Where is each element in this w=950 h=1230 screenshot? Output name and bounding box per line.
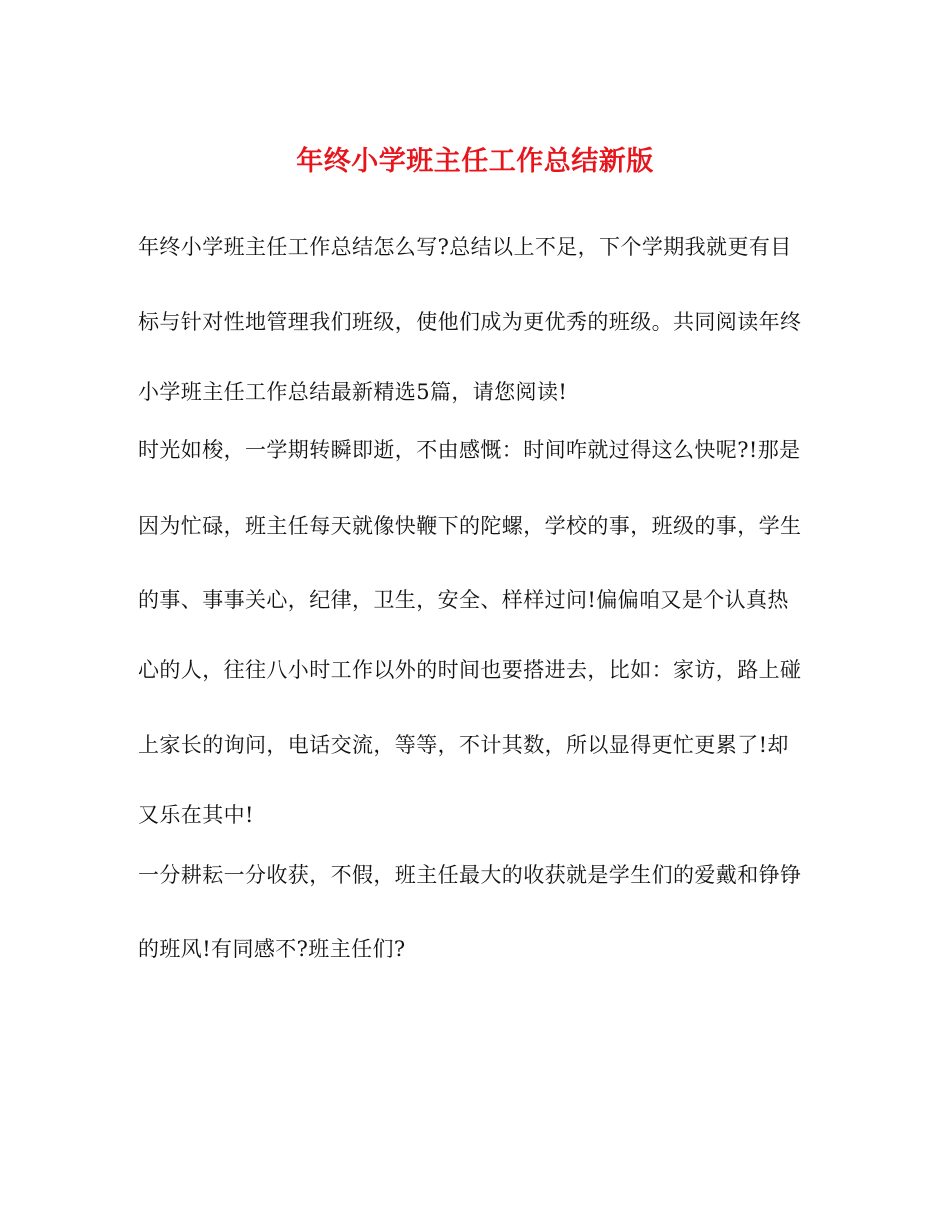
paragraph-line: 又乐在其中!: [138, 803, 254, 827]
paragraph-line: 标与针对性地管理我们班级，使他们成为更优秀的班级。共同阅读年终: [138, 310, 802, 334]
paragraph-line: 的班风!有同感不?班主任们?: [138, 937, 406, 961]
paragraph-line: 时光如梭，一学期转瞬即逝，不由感慨：时间咋就过得这么快呢?!那是: [138, 438, 801, 462]
paragraph-line: 上家长的询问，电话交流，等等，不计其数，所以显得更忙更累了!却: [138, 733, 789, 757]
paragraph-line: 小学班主任工作总结最新精选5篇，请您阅读!: [138, 380, 568, 404]
paragraph-line: 心的人，往往八小时工作以外的时间也要搭进去，比如：家访，路上碰: [138, 658, 802, 682]
paragraph-line: 因为忙碌，班主任每天就像快鞭下的陀螺，学校的事，班级的事，学生: [138, 514, 802, 538]
paragraph-line: 一分耕耘一分收获，不假，班主任最大的收获就是学生们的爱戴和铮铮: [138, 863, 802, 887]
document-title: 年终小学班主任工作总结新版: [296, 146, 654, 177]
paragraph-line: 年终小学班主任工作总结怎么写?总结以上不足，下个学期我就更有目: [138, 235, 792, 259]
paragraph-line: 的事、事事关心，纪律，卫生，安全、样样过问!偏偏咱又是个认真热: [138, 588, 789, 612]
